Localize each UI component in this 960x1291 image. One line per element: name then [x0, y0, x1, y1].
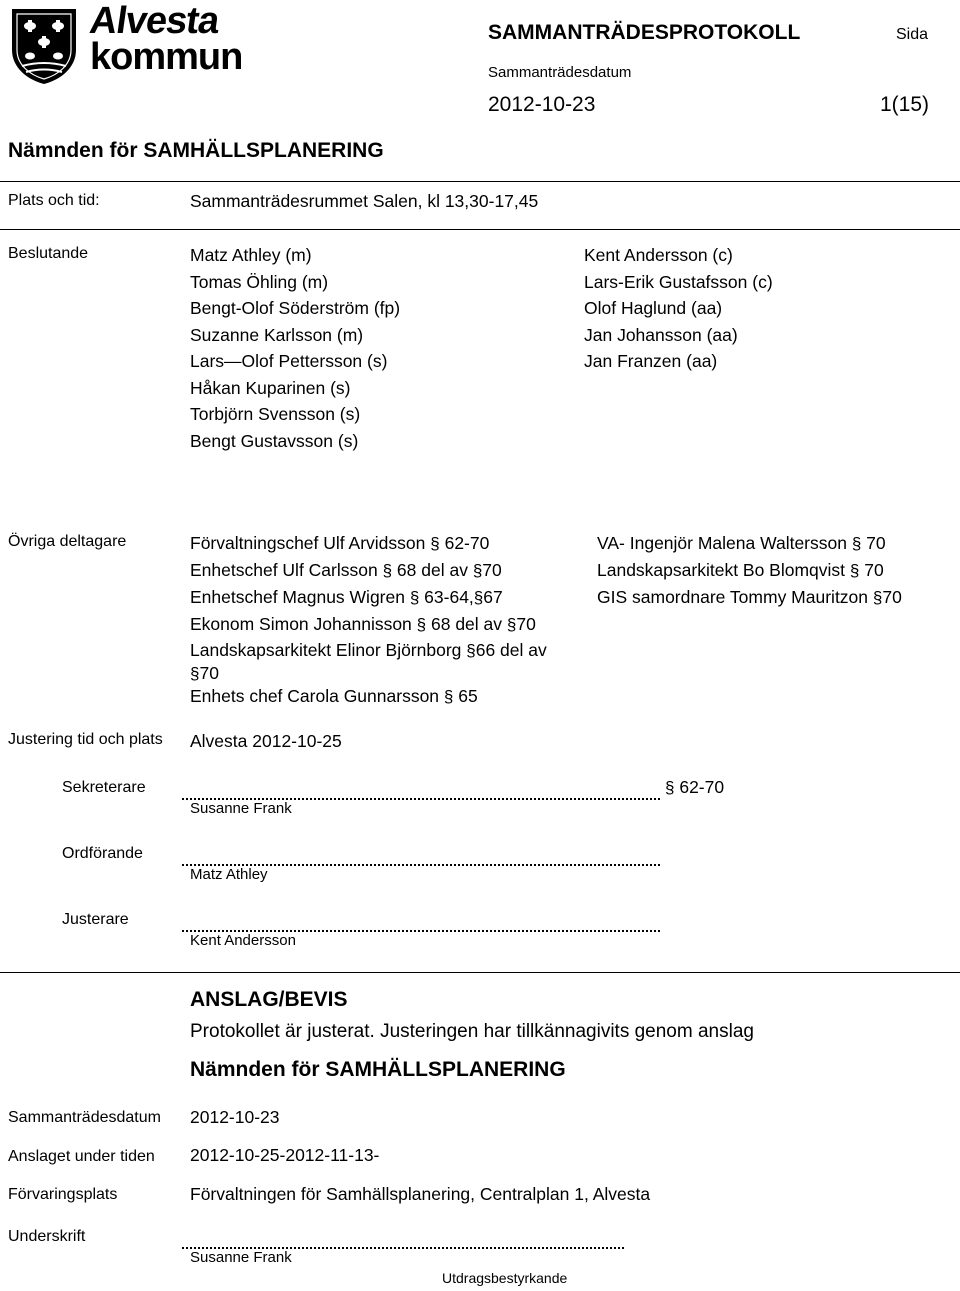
notice-signature-label: Underskrift	[8, 1228, 86, 1245]
meeting-date-label: Sammanträdesdatum	[488, 64, 632, 81]
member-name: Torbjörn Svensson (s)	[190, 404, 361, 424]
notice-posted-label: Anslaget under tiden	[8, 1148, 155, 1165]
other-participants-left	[190, 530, 547, 709]
signature-name: Susanne Frank	[190, 800, 292, 817]
divider	[0, 181, 960, 182]
meeting-date: 2012-10-23	[488, 93, 596, 116]
adjustment-value: Alvesta 2012-10-25	[190, 731, 342, 751]
municipality-logo	[8, 0, 243, 86]
board-title: Nämnden för SAMHÄLLSPLANERING	[8, 139, 384, 162]
member-name: Suzanne Karlsson (m)	[190, 324, 364, 345]
participant-entry: Förvaltningschef Ulf Arvidsson § 62-70	[190, 533, 490, 553]
signature-role: Ordförande	[62, 845, 143, 862]
place-label: Plats och tid:	[8, 192, 100, 209]
signature-role: Justerare	[62, 911, 129, 928]
logo-text-line1: Alvesta	[87, 0, 222, 42]
participant-entry: Enhetschef Magnus Wigren § 63-64,§67	[190, 587, 503, 607]
decision-makers-label: Beslutande	[8, 245, 89, 262]
coat-of-arms-icon	[8, 6, 80, 86]
participant-entry: Enhets chef Carola Gunnarsson § 65	[190, 686, 478, 706]
member-name: Matz Athley (m)	[190, 245, 312, 265]
section-reference: § 62-70	[665, 777, 725, 797]
logo-text-line2: kommun	[90, 36, 243, 78]
member-name: Olof Haglund (aa)	[584, 298, 723, 318]
document-type: SAMMANTRÄDESPROTOKOLL	[488, 21, 801, 44]
member-name: Lars—Olof Pettersson (s)	[190, 351, 388, 371]
decision-makers-left	[190, 242, 400, 454]
notice-title: ANSLAG/BEVIS	[190, 988, 348, 1011]
member-name: Kent Andersson (c)	[584, 245, 733, 265]
page-label: Sida	[896, 26, 929, 43]
decision-makers-right	[584, 242, 773, 375]
participant-entry: Enhetschef Ulf Carlsson § 68 del av §70	[190, 560, 502, 580]
adjustment-label: Justering tid och plats	[8, 731, 163, 748]
participant-entry: VA- Ingenjör Malena Waltersson § 70	[597, 533, 886, 553]
member-name: Håkan Kuparinen (s)	[190, 377, 351, 398]
page-number: 1(15)	[880, 93, 930, 116]
member-name: Lars-Erik Gustafsson (c)	[584, 271, 773, 292]
signature-name: Kent Andersson	[190, 932, 296, 949]
participant-entry: §70	[190, 663, 219, 683]
signature-role: Sekreterare	[62, 779, 146, 796]
footer-certification: Utdragsbestyrkande	[442, 1270, 568, 1286]
other-participants-right	[597, 530, 902, 611]
notice-board: Nämnden för SAMHÄLLSPLANERING	[190, 1058, 566, 1081]
notice-signature-name: Susanne Frank	[190, 1249, 292, 1266]
member-name: Jan Franzen (aa)	[584, 351, 718, 371]
notice-storage-label: Förvaringsplats	[8, 1186, 118, 1203]
member-name: Tomas Öhling (m)	[190, 271, 329, 292]
member-name: Jan Johansson (aa)	[584, 324, 738, 345]
divider	[0, 229, 960, 230]
participant-entry: Ekonom Simon Johannisson § 68 del av §70	[190, 614, 536, 634]
signature-name: Matz Athley	[190, 866, 268, 883]
other-participants-label: Övriga deltagare	[8, 533, 127, 550]
notice-meeting-date-label: Sammanträdesdatum	[8, 1109, 161, 1126]
participant-entry: GIS samordnare Tommy Mauritzon §70	[597, 587, 902, 607]
notice-storage: Förvaltningen för Samhällsplanering, Centralplan 1, Alvesta	[190, 1184, 651, 1204]
place-value: Sammanträdesrummet Salen, kl 13,30-17,45	[190, 191, 539, 211]
participant-entry: Landskapsarkitekt Elinor Björnborg §66 del av	[190, 640, 547, 660]
member-name: Bengt Gustavsson (s)	[190, 430, 359, 451]
divider	[0, 972, 960, 973]
notice-meeting-date: 2012-10-23	[190, 1107, 280, 1127]
notice-posted: 2012-10-25-2012-11-13-	[190, 1145, 380, 1165]
member-name: Bengt-Olof Söderström (fp)	[190, 298, 401, 318]
participant-entry: Landskapsarkitekt Bo Blomqvist § 70	[597, 560, 884, 580]
notice-text: Protokollet är justerat. Justeringen har tillkännagivits genom anslag	[190, 1021, 754, 1042]
